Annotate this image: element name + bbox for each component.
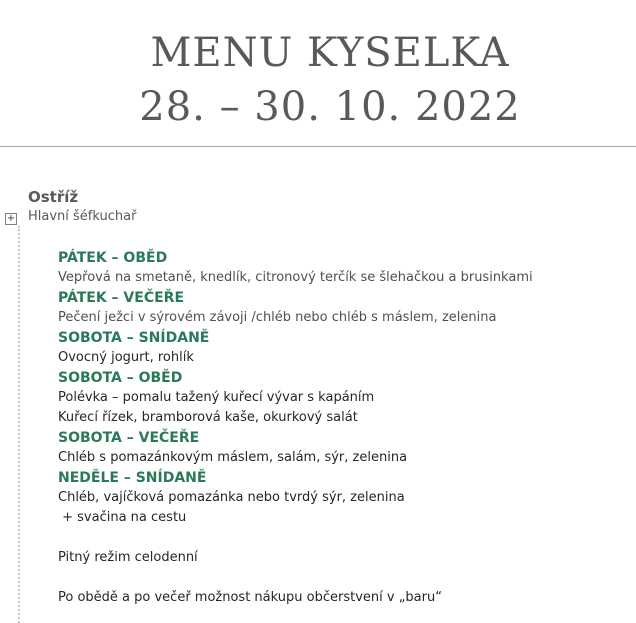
menu-body bbox=[58, 248, 628, 608]
header-divider bbox=[0, 146, 636, 147]
document-date: 28. – 30. 10. 2022 bbox=[139, 84, 521, 130]
menu-heading: SOBOTA – SNÍDANĚ bbox=[58, 330, 210, 346]
drinks-note: Pitný režim celodenní bbox=[58, 550, 198, 565]
menu-line: Polévka – pomalu tažený kuřecí vývar s kapáním bbox=[58, 390, 375, 405]
menu-line: Chléb s pomazánkovým máslem, salám, sýr, zelenina bbox=[58, 450, 408, 465]
move-handle-icon[interactable]: + bbox=[6, 213, 16, 224]
menu-line: Pečení ježci v sýrovém závoji /chléb nebo chléb s máslem, zelenina bbox=[58, 310, 497, 325]
menu-line: Chléb, vajíčková pomazánka nebo tvrdý sýr, zelenina bbox=[58, 490, 405, 505]
menu-line: + svačina na cestu bbox=[58, 510, 187, 525]
menu-heading: SOBOTA – OBĚD bbox=[58, 370, 183, 386]
menu-line: Kuřecí řízek, bramborová kaše, okurkový salát bbox=[58, 410, 358, 425]
menu-heading: SOBOTA – VEČEŘE bbox=[58, 430, 200, 446]
author-name: Ostříž bbox=[28, 188, 79, 206]
bar-note: Po obědě a po večeř možnost nákupu občerstvení v „baru“ bbox=[58, 590, 442, 605]
menu-heading: NEDĚLE – SNÍDANĚ bbox=[58, 470, 207, 486]
menu-line: Vepřová na smetaně, knedlík, citronový terčík se šlehačkou a brusinkami bbox=[58, 270, 533, 285]
menu-heading: PÁTEK – VEČEŘE bbox=[58, 290, 185, 306]
author-role: Hlavní šéfkuchař bbox=[28, 209, 137, 224]
content-control-border bbox=[18, 226, 20, 623]
menu-line: Ovocný jogurt, rohlík bbox=[58, 350, 194, 365]
menu-heading: PÁTEK – OBĚD bbox=[58, 250, 168, 266]
document-title: MENU KYSELKA bbox=[150, 30, 510, 76]
